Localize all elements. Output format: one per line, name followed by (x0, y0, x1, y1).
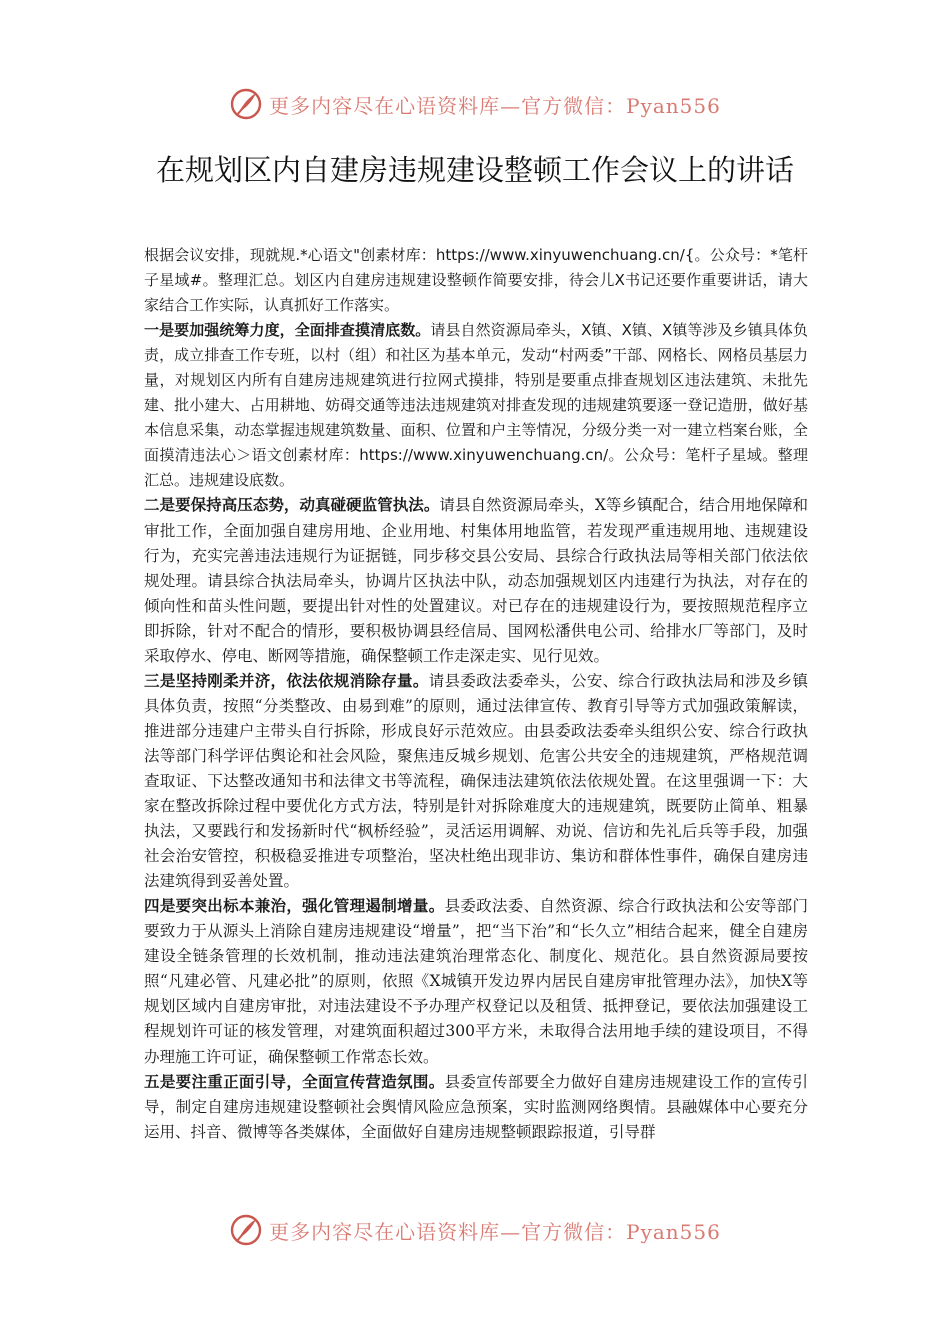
header-banner (0, 82, 950, 126)
paragraph-lead: 三是坚持刚柔并济，依法依规消除存量。 (144, 671, 429, 690)
paragraph-lead: 四是要突出标本兼治，强化管理遏制增量。 (144, 897, 445, 916)
paragraph-text: 县委政法委、自然资源、综合行政执法和公安等部门要致力于从源头上消除自建房违规建设“增量”，把“当下治”和“长久立”相结合起来，健全自建房建设全链条管理的长效机制，推动违法建筑治理常态化、制度化、规范化。县自然资源局要按照“凡建必管、凡建必批”的原则，依照《X城镇开发边界内居民自建房审批管理办法》，加快X等规划区域内自建房审批，对违法建设不予办理产权登记以及租赁、抵押登记，要依法加强建设工程规划许可证的核发管理，对建筑面积超过300平方米，未取得合法用地手续的建设项目，不得办理施工许可证，确保整顿工作常态长效。 (144, 897, 808, 1066)
paragraph-text: 根据会议安排，现就规.*心语文"创素材库：https://www.xinyuwenchuang.cn/{。公众号：*笔杆子星域#。整理汇总。划区内自建房违规建设整顿作简要安排，待会儿X书记还要作重要讲话，请大家结合工作实际，认真抓好工作落实。 (144, 246, 808, 315)
banner-text: 更多内容尽在心语资料库—官方微信：Pyan556 (269, 93, 721, 118)
paragraph-lead: 一是要加强统筹力度，全面排查摸清底数。 (144, 321, 431, 340)
footer-banner (0, 1208, 950, 1252)
paragraph-2 (144, 493, 808, 668)
quill-pen-logo-icon (229, 87, 263, 121)
paragraph-3 (144, 669, 808, 894)
paragraph-1 (144, 318, 808, 493)
document-body (144, 243, 808, 1193)
paragraph-text: 请县委政法委牵头，公安、综合行政执法局和涉及乡镇具体负责，按照“分类整改、由易到难”的原则，通过法律宣传、教育引导等方式加强政策解读，推进部分违建户主带头自行拆除，形成良好示范效应。由县委政法委牵头组织公安、综合行政执法等部门科学评估舆论和社会风险，聚焦违反城乡规划、危害公共安全的违规建筑，严格规范调查取证、下达整改通知书和法律文书等流程，确保违法建筑依法依规处置。在这里强调一下：大家在整改拆除过程中要优化方式方法，特别是针对拆除难度大的违规建筑，既要防止简单、粗暴执法，又要践行和发扬新时代“枫桥经验”，灵活运用调解、劝说、信访和先礼后兵等手段，加强社会治安管控，积极稳妥推进专项整治，坚决杜绝出现非访、集访和群体性事件，确保自建房违法建筑得到妥善处置。 (144, 671, 808, 891)
paragraph-lead: 五是要注重正面引导，全面宣传营造氛围。 (144, 1072, 445, 1091)
paragraph-intro (144, 243, 808, 318)
paragraph-4 (144, 894, 808, 1069)
document-title: 在规划区内自建房违规建设整顿工作会议上的讲话 (155, 153, 794, 187)
paragraph-5 (144, 1070, 808, 1145)
paragraph-text: 县委宣传部要全力做好自建房违规建设工作的宣传引导，制定自建房违规建设整顿社会舆情风险应急预案，实时监测网络舆情。县融媒体中心要充分运用、抖音、微博等各类媒体，全面做好自建房违规整顿跟踪报道，引导群 (144, 1072, 808, 1141)
paragraph-lead: 二是要保持高压态势，动真碰硬监管执法。 (144, 496, 440, 515)
paragraph-text: 请县自然资源局牵头，X镇、X镇、X镇等涉及乡镇具体负责，成立排查工作专班，以村（组）和社区为基本单元，发动“村两委”干部、网格长、网格员基层力量，对规划区内所有自建房违规建筑进行拉网式摸排，特别是要重点排查规划区违法建筑、未批先建、批小建大、占用耕地、妨碍交通等违法违规建筑对排查发现的违规建筑要逐一登记造册，做好基本信息采集，动态掌握违规建筑数量、面积、位置和户主等情况，分级分类一对一建立档案台账，全面摸清违法心＞语文创素材库：https://www.xinyuwenchuang.cn/。公众号：笔杆子星域。整理汇总。违规建设底数。 (144, 321, 808, 490)
quill-pen-logo-icon (229, 1213, 263, 1247)
paragraph-text: 请县自然资源局牵头，X等乡镇配合，结合用地保障和审批工作，全面加强自建房用地、企业用地、村集体用地监管，若发现严重违规用地、违规建设行为，充实完善违法违规行为证据链，同步移交县公安局、县综合行政执法局等相关部门依法依规处理。请县综合执法局牵头，协调片区执法中队，动态加强规划区内违建行为执法，对存在的倾向性和苗头性问题，要提出针对性的处置建议。对已存在的违规建设行为，要按照规范程序立即拆除，针对不配合的情形，要积极协调县经信局、国网松潘供电公司、给排水厂等部门，及时采取停水、停电、断网等措施，确保整顿工作走深走实、见行见效。 (144, 496, 808, 665)
banner-text: 更多内容尽在心语资料库—官方微信：Pyan556 (269, 1219, 721, 1244)
